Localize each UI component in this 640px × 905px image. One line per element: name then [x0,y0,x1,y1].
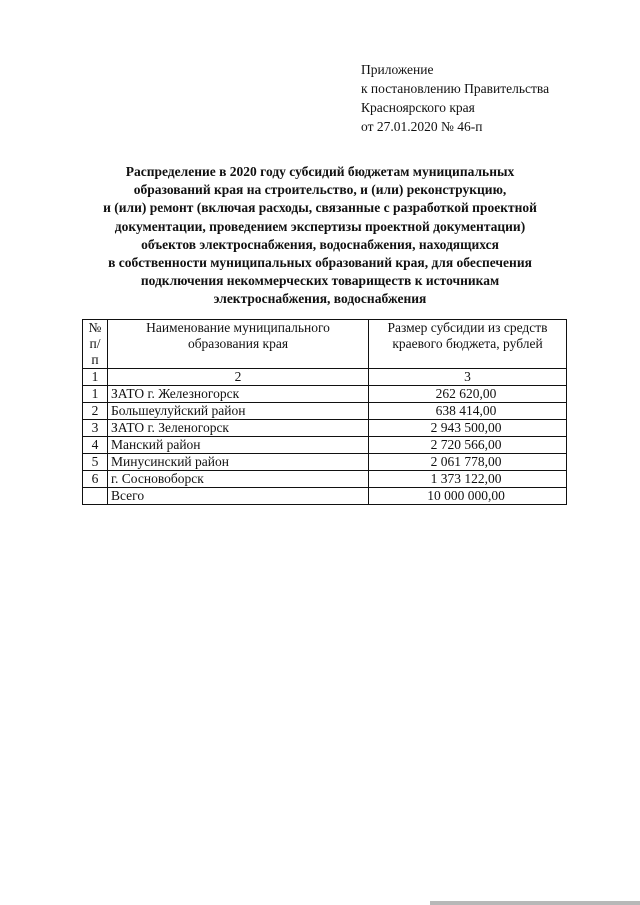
row-amount-cell: 2 061 778,00 [369,454,567,471]
appendix-decree-line: к постановлению Правительства [361,81,550,96]
header-name-cell [108,320,369,369]
column-index-cell: 3 [369,369,567,386]
row-num-cell: 5 [83,454,108,471]
table-row [83,437,567,454]
row-name-cell: ЗАТО г. Зеленогорск [108,420,369,437]
row-amount-cell: 262 620,00 [369,386,567,403]
row-name-cell: ЗАТО г. Железногорск [108,386,369,403]
table-total-row [83,488,567,505]
table-row [83,471,567,488]
header-name-line: Наименование муниципального [146,320,330,335]
table-row [83,403,567,420]
row-num-cell: 1 [83,386,108,403]
header-name-line: образования края [187,336,289,351]
row-num-cell: 4 [83,437,108,454]
table-row [83,454,567,471]
row-amount-cell: 2 943 500,00 [369,420,567,437]
header-num-line: п/п [89,336,101,367]
row-num-cell: 6 [83,471,108,488]
row-name-cell: Минусинский район [108,454,369,471]
title-line: в собственности муниципальных образований края, для обеспечения [108,255,532,271]
header-num-line: № [88,320,102,335]
header-amount-cell [369,320,567,369]
total-num-cell [83,488,108,505]
row-num-cell: 2 [83,403,108,420]
table-row [83,420,567,437]
total-amount-cell: 10 000 000,00 [369,488,567,505]
appendix-region-line: Красноярского края [361,100,475,115]
header-num-cell [83,320,108,369]
title-line: объектов электроснабжения, водоснабжения, находящихся [141,236,499,252]
row-amount-cell: 2 720 566,00 [369,437,567,454]
subsidy-table [82,319,567,505]
header-amount-line: Размер субсидии из средств [387,320,548,335]
row-num-cell: 3 [83,420,108,437]
title-line: и (или) ремонт (включая расходы, связанные с разработкой проектной [103,200,537,216]
column-index-cell: 1 [83,369,108,386]
table-row [83,386,567,403]
title-line: подключения некоммерческих товариществ к источникам [140,273,500,289]
title-line: электроснабжения, водоснабжения [213,291,427,307]
column-index-cell: 2 [108,369,369,386]
row-name-cell: Большеулуйский район [108,403,369,420]
title-line: образований края на строительство, и (или) реконструкцию, [133,182,507,198]
title-line: документации, проведением экспертизы проектной документации) [114,218,526,234]
table-header-row [83,320,567,369]
appendix-label: Приложение [361,62,434,77]
scan-edge-shadow [430,901,640,905]
total-label-cell: Всего [108,488,369,505]
row-amount-cell: 638 414,00 [369,403,567,420]
row-name-cell: Манский район [108,437,369,454]
document-title [60,163,580,309]
row-amount-cell: 1 373 122,00 [369,471,567,488]
appendix-date-line: от 27.01.2020 № 46-п [361,119,483,134]
header-amount-line: краевого бюджета, рублей [392,336,543,351]
appendix-block [361,60,549,136]
column-index-row [83,369,567,386]
title-line: Распределение в 2020 году субсидий бюджетам муниципальных [125,164,515,179]
row-name-cell: г. Сосновоборск [108,471,369,488]
